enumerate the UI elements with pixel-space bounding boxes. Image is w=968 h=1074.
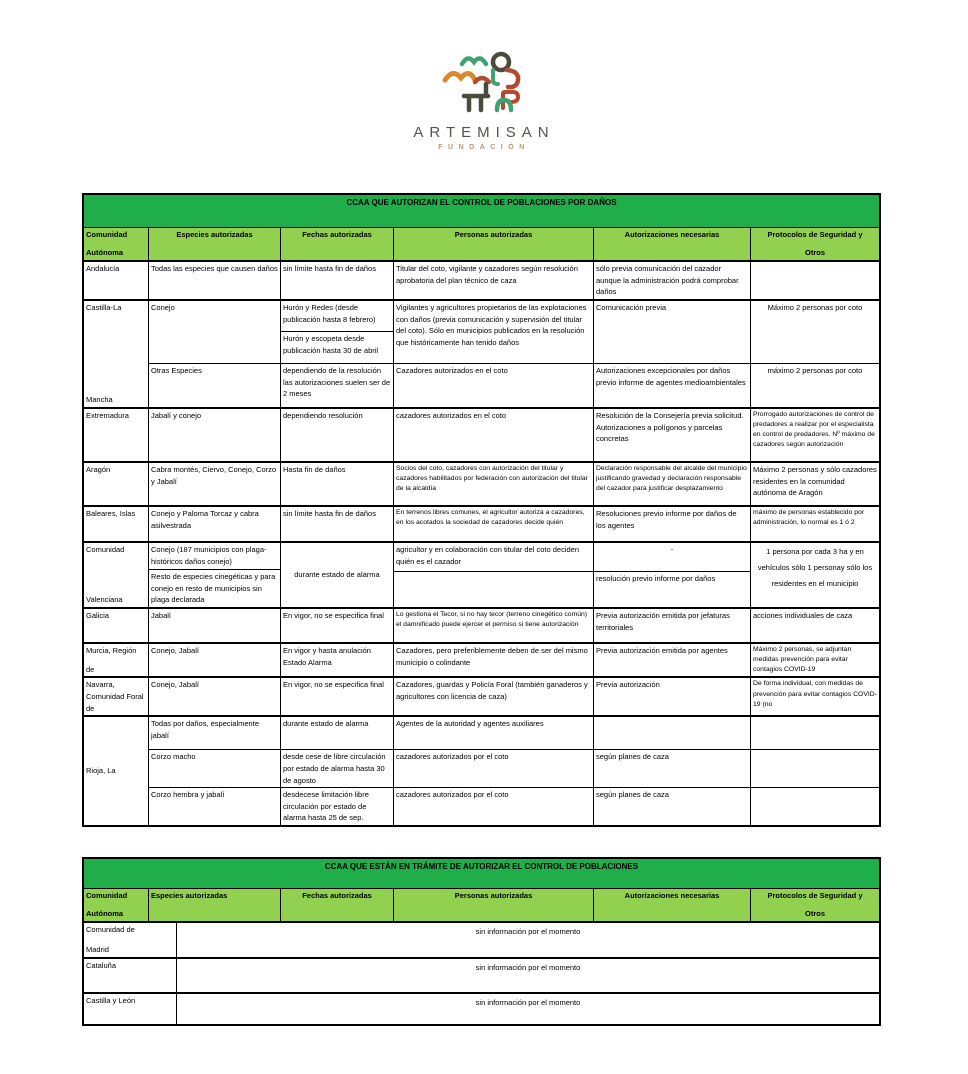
table1-header-row [84, 228, 879, 262]
cell-fechas: durante estado de alarma [281, 717, 394, 749]
cell-autorizaciones: Autorizaciones excepcionales por daños previo informe de agentes medioambientales [594, 364, 751, 407]
cell-personas: Vigilantes y agricultores propietarios de las explotaciones con daños (previa comunicación y supervisión del titular del coto). Sólo en municipios publicados en la resolución que históricamente han tenido daños [394, 301, 594, 363]
cell-fechas: dependiendo resolución [281, 409, 394, 461]
cell-autorizaciones [594, 543, 751, 607]
table-ccaa-autorizan [82, 193, 881, 827]
cell-protocolos: Máximo 2 personas, se adjuntan medidas prevención para evitar contagios COVID-19 [753, 645, 852, 674]
cell-especies [149, 543, 281, 607]
cell-protocolos [751, 717, 879, 749]
cell-autorizaciones: Declaración responsable del alcalde del municipio justificando gravedad y declaración responsable del cazador para justificar desplazamiento [594, 463, 751, 505]
row-castilla-la-mancha [84, 299, 879, 407]
cell-personas [394, 543, 594, 607]
cell-personas: Cazadores, pero preferiblemente deben de ser del mismo municipio o colindante [394, 644, 594, 677]
header-fechas: Fechas autorizadas [281, 228, 394, 260]
cell-especies: Corzo macho [149, 750, 281, 787]
cell-protocolos: 1 persona por cada 3 ha y en vehículos sólo 1 personay sólo los residentes en el municipio [757, 546, 873, 589]
comunidad-line: Comunidad de [86, 925, 135, 935]
cell-protocolos: Prorrogado autorizaciones de control de predadores a realizar por el especialista en control de predadores. Nº máximo de cazadores según autorización [753, 410, 875, 449]
header-personas: Personas autorizadas [394, 228, 594, 260]
cell-comunidad [84, 543, 149, 607]
row-navarra [84, 676, 879, 715]
comunidad-line: Mancha [86, 395, 113, 405]
cell-especies-b: Resto de especies cinegéticas y para conejo en resto de municipios sin plaga declarada [149, 569, 280, 607]
comunidad-line: Comunidad [86, 544, 125, 554]
subrow-todas-por-danos [149, 717, 879, 749]
cell-fechas: desde cese de libre circulación por estado de alarma hasta 30 de agosto [281, 750, 394, 787]
table1-body [84, 262, 879, 825]
cell-autorizaciones: Previa autorización emitida por jefaturas territoriales [594, 609, 751, 642]
table2-header-row [84, 889, 879, 923]
cell-comunidad: Baleares, Islas [84, 507, 149, 541]
cell-comunidad: Galicia [84, 609, 149, 642]
row-galicia [84, 607, 879, 642]
cell-personas: En terrenos libres comunes, el agricultor autoriza a cazadores, en los acotados la sociedad de cazadores decide quién [394, 507, 594, 541]
header-comunidad [84, 228, 149, 260]
cell-personas: Cazadores, guardas y Policía Foral (también ganaderos y agricultores con licencia de caza) [394, 678, 594, 715]
subrow-corzo-macho [149, 749, 879, 787]
cell-personas: Cazadores autorizados en el coto [394, 364, 594, 407]
header-autorizaciones: Autorizaciones necesarias [594, 228, 751, 260]
header-protocolos [751, 228, 879, 260]
cell-comunidad: Rioja, La [84, 717, 149, 825]
cell-fechas-b: Hurón y escopeta desde publicación hasta 30 de abril [281, 331, 393, 363]
subrow-conejo [149, 301, 879, 363]
logo-subtitle: FUNDACIÓN [438, 144, 530, 151]
cell-comunidad: Navarra, Comunidad Foral de [84, 678, 149, 715]
cell-comunidad: Castilla y León [84, 994, 177, 1024]
logo-title: ARTEMISAN [413, 124, 555, 141]
cell-especies: Jabalí y conejo [149, 409, 281, 461]
cell-autorizaciones: Previa autorización emitida por agentes [594, 644, 751, 677]
cell-protocolos: Máximo 2 personas por coto [767, 302, 863, 312]
cell-fechas: Hasta fin de daños [281, 463, 394, 505]
cell-especies: Conejo y Paloma Torcaz y cabra asilvestrada [149, 507, 281, 541]
page [0, 50, 968, 1074]
header-comunidad [84, 889, 149, 921]
subrow-otras-especies [149, 363, 879, 407]
header-fechas: Fechas autorizadas [281, 889, 394, 921]
header-personas: Personas autorizadas [394, 889, 594, 921]
row-comunidad-de-madrid [84, 923, 879, 957]
cell-especies-a: Conejo (187 municipios con plaga- históricos daños conejo) [151, 544, 267, 566]
header-protocolos-bottom: Otros [804, 909, 825, 919]
cell-comunidad [84, 923, 177, 957]
cell-autorizaciones [594, 717, 751, 749]
table2-title: CCAA QUE ESTÁN EN TRÁMITE DE AUTORIZAR EL CONTROL DE POBLACIONES [84, 859, 879, 889]
cell-especies: Todas por daños, especialmente jabalí [149, 717, 281, 749]
cell-personas: Socios del coto, cazadores con autorización del titular y cazadores habilitados por federación con autorización del titular de la alcaldía [394, 463, 594, 505]
cell-autorizaciones: según planes de caza [594, 788, 751, 825]
header-protocolos-top: Protocolos de Seguridad y [767, 891, 863, 901]
cell-personas: Lo gestiona el Tecor, si no hay tecor (terreno cinegético común) el damnificado puede ejercer el permiso si tiene autorización [394, 609, 594, 642]
cell-protocolos: máximo 2 personas por coto [767, 365, 863, 375]
cell-fechas [281, 301, 394, 363]
cell-fechas: En vigor y hasta anulación Estado Alarma [281, 644, 394, 677]
artemisan-logo [364, 50, 604, 151]
comunidad-line: Madrid [86, 945, 109, 955]
cell-fechas: En vigor, no se especifica final [281, 609, 394, 642]
cell-fechas: dependiendo de la resolución las autorizaciones suelen ser de 2 meses [281, 364, 394, 407]
cell-personas-a: agricultor y en colaboración con titular del coto deciden quién es el cazador [396, 544, 580, 566]
cell-personas: Titular del coto, vigilante y cazadores según resolución aprobatoria del plan técnico de caza [394, 262, 594, 299]
comunidad-line: de [86, 664, 95, 674]
row-aragon [84, 461, 879, 505]
cell-especies: Corzo hembra y jabalí [149, 788, 281, 825]
cell-especies: Conejo, Jabalí [149, 678, 281, 715]
header-autorizaciones: Autorizaciones necesarias [594, 889, 751, 921]
cell-fechas: sin límite hasta fin de daños [281, 507, 394, 541]
row-castilla-y-leon [84, 992, 879, 1024]
cell-especies: Cabra montés, Ciervo, Conejo, Corzo y Jabalí [149, 463, 281, 505]
cell-fechas: sin límite hasta fin de daños [281, 262, 394, 299]
comunidad-line: Murcia, Región [86, 645, 137, 655]
table1-title: CCAA QUE AUTORIZAN EL CONTROL DE POBLACIONES POR DAÑOS [84, 195, 879, 228]
row-andalucia [84, 262, 879, 299]
header-comunidad-bottom: Autónoma [86, 909, 124, 919]
cell-especies: Jabalí [149, 609, 281, 642]
cell-fechas: durante estado de alarma [281, 543, 394, 607]
cell-fechas: En vigor, no se especifica final [281, 678, 394, 715]
cell-personas: cazadores autorizados por el coto [394, 750, 594, 787]
cell-especies: Otras Especies [149, 364, 281, 407]
cell-info: sin información por el momento [475, 963, 581, 973]
row-cataluna [84, 957, 879, 992]
subrow-corzo-hembra [149, 787, 879, 825]
cell-protocolos: De forma individual, con medidas de prevención para evitar contagios COVID-19 (no [753, 680, 877, 708]
header-comunidad-bottom: Autónoma [86, 248, 124, 258]
cell-especies: Conejo [149, 301, 281, 363]
cell-especies: Conejo, Jabalí [149, 644, 281, 677]
cell-autorizaciones: según planes de caza [594, 750, 751, 787]
cell-autorizaciones-a: - [670, 544, 674, 554]
cell-comunidad: Extremadura [84, 409, 149, 461]
cell-autorizaciones: Resoluciones previo informe por daños de los agentes [594, 507, 751, 541]
cell-protocolos: acciones individuales de caza [753, 610, 853, 620]
cell-comunidad: Cataluña [84, 959, 177, 992]
header-comunidad-top: Comunidad [86, 891, 128, 901]
cell-protocolos: Máximo 2 personas y sólo cazadores residentes en la comunidad autónoma de Aragón [753, 464, 877, 498]
table-ccaa-en-tramite [82, 857, 881, 1026]
cell-protocolos [751, 262, 879, 299]
row-murcia [84, 642, 879, 677]
cell-autorizaciones: Comunicación previa [594, 301, 751, 363]
cell-comunidad [84, 301, 149, 407]
cell-fechas-a: Hurón y Redes (desde publicación hasta 8 febrero) [283, 302, 376, 324]
comunidad-line: Castilla-La [86, 302, 122, 312]
header-protocolos-bottom: Otros [804, 248, 825, 258]
cell-comunidad: Andalucía [84, 262, 149, 299]
cell-especies: Todas las especies que causen daños [149, 262, 281, 299]
cell-personas: Agentes de la autoridad y agentes auxiliares [394, 717, 594, 749]
cell-comunidad [84, 644, 149, 677]
cell-personas: cazadores autorizados en el coto [394, 409, 594, 461]
row-comunidad-valenciana [84, 541, 879, 607]
header-protocolos-top: Protocolos de Seguridad y [767, 230, 863, 239]
cell-protocolos: máximo de personas establecido por administración, lo normal es 1 ó 2 [753, 508, 865, 527]
header-protocolos [751, 889, 879, 921]
row-baleares [84, 505, 879, 541]
cell-protocolos [751, 750, 879, 787]
cell-protocolos [751, 788, 879, 825]
cell-autorizaciones: Previa autorización [594, 678, 751, 715]
row-extremadura [84, 407, 879, 461]
artemisan-logo-icon [429, 50, 539, 122]
row-rioja [84, 715, 879, 825]
cell-info: sin información por el momento [475, 998, 581, 1008]
cell-personas: cazadores autorizados por el coto [394, 788, 594, 825]
cell-info: sin información por el momento [475, 927, 581, 937]
cell-personas-b [394, 571, 593, 606]
header-especies: Especies autorizadas [149, 889, 281, 921]
header-comunidad-top: Comunidad [86, 230, 128, 239]
header-especies: Especies autorizadas [149, 228, 281, 260]
cell-autorizaciones: Resolución de la Consejería previa solicitud. Autorizaciones a polígonos y parcelas concretas [594, 409, 751, 461]
comunidad-line: Valenciana [86, 595, 123, 605]
cell-autorizaciones: sólo previa comunicación del cazador aunque la administración podrá comprobar daños [594, 262, 751, 299]
cell-autorizaciones-b: resolución previo informe por daños [594, 571, 750, 606]
cell-fechas: desdecese limitación libre circulación por estado de alarma hasta 25 de sep. [281, 788, 394, 825]
cell-comunidad: Aragón [84, 463, 149, 505]
